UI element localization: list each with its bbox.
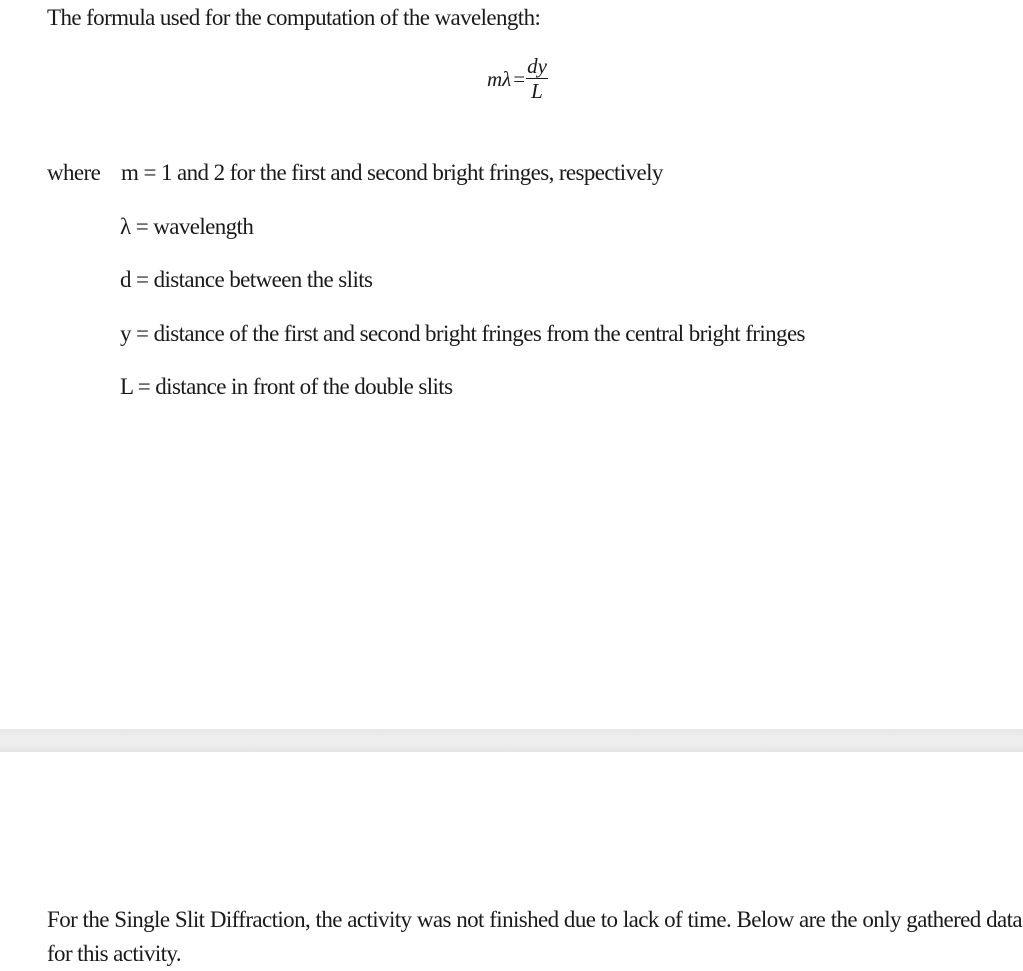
page-separator [0,729,1023,752]
single-slit-paragraph: For the Single Slit Diffraction, the activity was not finished due to lack of time. Below are the only gathered data for this activity. [47,907,1022,966]
where-definition-m: m = 1 and 2 for the first and second bright fringes, respectively [121,160,663,185]
formula-lhs: mλ [487,66,512,91]
wavelength-formula [487,56,548,102]
formula-equals: = [513,66,526,91]
definition-y: y = distance of the first and second bright fringes from the central bright fringes [120,321,805,346]
intro-text: The formula used for the computation of the wavelength: [47,5,541,30]
formula-denominator: L [531,79,543,103]
definition-lambda: λ = wavelength [120,214,254,239]
definition-L: L = distance in front of the double slits [120,374,453,399]
where-line [47,161,663,184]
where-label: where [47,160,101,185]
formula-fraction [526,56,548,102]
formula-numerator: dy [527,54,547,78]
definition-d: d = distance between the slits [120,267,373,292]
